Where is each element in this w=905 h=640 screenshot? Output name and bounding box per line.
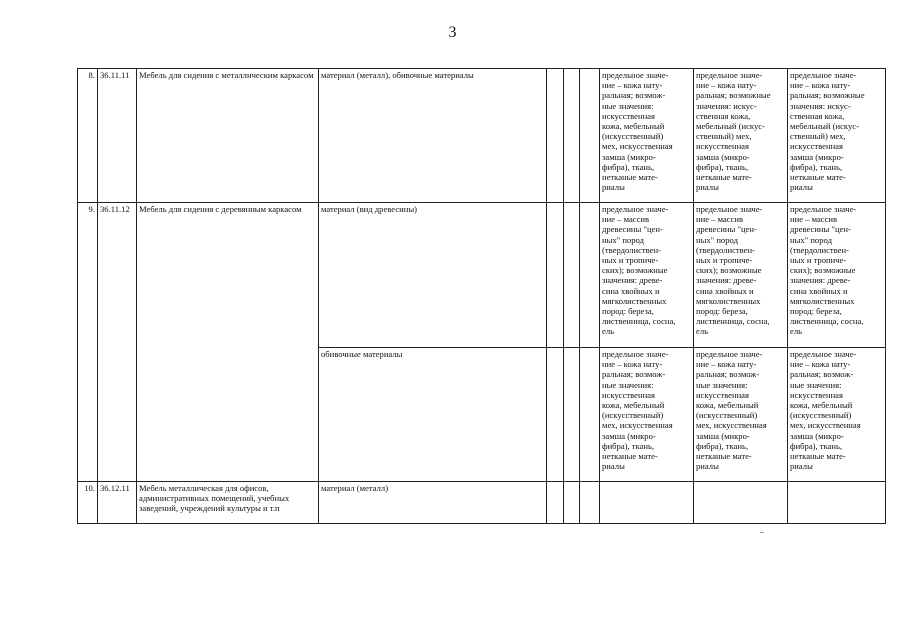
empty-cell bbox=[547, 482, 564, 524]
characteristic: материал (вид древесины) bbox=[319, 203, 547, 348]
characteristic: обивочные материалы bbox=[319, 348, 547, 482]
empty-cell bbox=[580, 348, 600, 482]
row-number: 8. bbox=[78, 69, 98, 203]
table-row bbox=[78, 69, 886, 203]
okpd-code: 36.12.11 bbox=[98, 482, 137, 524]
okpd-code: 36.11.11 bbox=[98, 69, 137, 203]
value-cell: предельное значе- ние – массив древесины "цен- ных" пород (твердолиствен- ных и тропиче- ских); возможные значения: древе- сина хвойных и мягколиственных пород: береза, лиственница, сосна, ель bbox=[600, 203, 694, 348]
value-cell: предельное значе- ние – массив древесины "цен- ных" пород (твердолиствен- ных и тропиче- ских); возможные значения: древе- сина хвойных и мягколиственных пород: береза, лиственница, сосна, ель bbox=[788, 203, 886, 348]
row-number: 9. bbox=[78, 203, 98, 482]
characteristic: материал (металл), обивочные материалы bbox=[319, 69, 547, 203]
item-name: Мебель для сидения с металлическим каркасом bbox=[137, 69, 319, 203]
empty-cell bbox=[564, 348, 580, 482]
value-cell: предельное значе- ние – кожа нату- ральная; возможные значения: искус- ственная кожа, мебельный (искус- ственный) мех, искусственная замша (микро- фибра), ткань, нетканые мате- риалы bbox=[788, 69, 886, 203]
characteristic: материал (металл) bbox=[319, 482, 547, 524]
okpd-code: 36.11.12 bbox=[98, 203, 137, 482]
empty-cell bbox=[547, 348, 564, 482]
value-cell bbox=[788, 482, 886, 524]
empty-cell bbox=[547, 69, 564, 203]
item-name: Мебель металлическая для офисов, административных помещений, учебных заведений, учреждений культуры и т.п bbox=[137, 482, 319, 524]
empty-cell bbox=[564, 482, 580, 524]
empty-cell bbox=[564, 69, 580, 203]
value-cell: предельное значе- ние – массив древесины "цен- ных" пород (твердолиствен- ных и тропиче- ских); возможные значения: древе- сина хвойных и мягколиственных пород: береза, лиственница, сосна, ель bbox=[694, 203, 788, 348]
table-row bbox=[78, 203, 886, 348]
item-name: Мебель для сидения с деревянным каркасом bbox=[137, 203, 319, 482]
value-cell: предельное значе- ние – кожа нату- ральная; возможные значения: искус- ственная кожа, мебельный (искус- ственный) мех, искусственная замша (микро- фибра), ткань, нетканые мате- риалы bbox=[694, 69, 788, 203]
empty-cell bbox=[564, 203, 580, 348]
row-number: 10. bbox=[78, 482, 98, 524]
value-cell bbox=[600, 482, 694, 524]
table-row bbox=[78, 482, 886, 524]
page-number: 3 bbox=[448, 24, 457, 41]
value-cell: предельное значе- ние – кожа нату- ральная; возмож- ные значения: искусственная кожа, мебельный (искусственный) мех, искусственная замша (микро- фибра), ткань, нетканые мате- риалы bbox=[788, 348, 886, 482]
requirements-table bbox=[77, 68, 886, 524]
empty-cell bbox=[547, 203, 564, 348]
scan-artifact bbox=[760, 532, 764, 533]
empty-cell bbox=[580, 69, 600, 203]
value-cell: предельное значе- ние – кожа нату- ральная; возмож- ные значения: искусственная кожа, мебельный (искусственный) мех, искусственная замша (микро- фибра), ткань, нетканые мате- риалы bbox=[694, 348, 788, 482]
empty-cell bbox=[580, 203, 600, 348]
value-cell: предельное значе- ние – кожа нату- ральная; возмож- ные значения: искусственная кожа, мебельный (искусственный) мех, искусственная замша (микро- фибра), ткань, нетканые мате- риалы bbox=[600, 69, 694, 203]
empty-cell bbox=[580, 482, 600, 524]
value-cell: предельное значе- ние – кожа нату- ральная; возмож- ные значения: искусственная кожа, мебельный (искусственный) мех, искусственная замша (микро- фибра), ткань, нетканые мате- риалы bbox=[600, 348, 694, 482]
value-cell bbox=[694, 482, 788, 524]
